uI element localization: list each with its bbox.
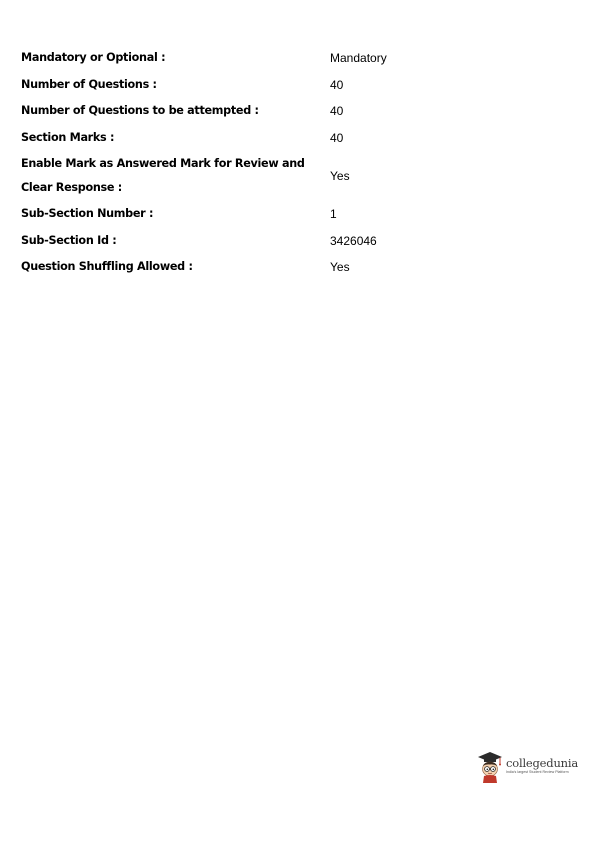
- info-value: 1: [330, 207, 337, 222]
- info-label: Number of Questions :: [21, 77, 157, 91]
- info-label: Number of Questions to be attempted :: [21, 104, 259, 118]
- collegedunia-logo: [476, 748, 586, 784]
- info-label-line: Enable Mark as Answered Mark for Review and: [21, 157, 305, 170]
- mascot-graduation-cap-icon: [476, 749, 504, 783]
- info-row-number-of-questions: [21, 72, 581, 99]
- info-value: 40: [330, 130, 344, 145]
- info-label: Sub-Section Id :: [21, 233, 117, 247]
- info-row-sub-section-id: [21, 228, 581, 255]
- info-value: Mandatory: [330, 51, 387, 66]
- info-row-mandatory: [21, 45, 581, 72]
- info-row-sub-section-number: [21, 201, 581, 228]
- info-row-question-shuffling: [21, 254, 581, 281]
- info-value: 40: [330, 77, 344, 92]
- info-value: Yes: [330, 260, 350, 275]
- section-info-table: [21, 45, 581, 281]
- info-label: Section Marks :: [21, 130, 115, 144]
- info-label-line: Clear Response :: [21, 181, 122, 194]
- logo-text: [506, 757, 578, 775]
- logo-brand-name: collegedunia: [506, 756, 579, 770]
- info-label: Question Shuffling Allowed :: [21, 260, 193, 274]
- info-row-questions-to-attempt: [21, 98, 581, 125]
- info-label: [21, 152, 330, 200]
- info-value: Yes: [330, 169, 350, 183]
- info-label: Mandatory or Optional :: [21, 51, 166, 65]
- info-row-enable-mark-review: [21, 151, 581, 201]
- info-row-section-marks: [21, 125, 581, 152]
- info-value: 40: [330, 104, 344, 119]
- info-label: Sub-Section Number :: [21, 207, 154, 221]
- info-value: 3426046: [330, 233, 377, 248]
- logo-tagline: India's largest Student Review Platform: [506, 770, 569, 774]
